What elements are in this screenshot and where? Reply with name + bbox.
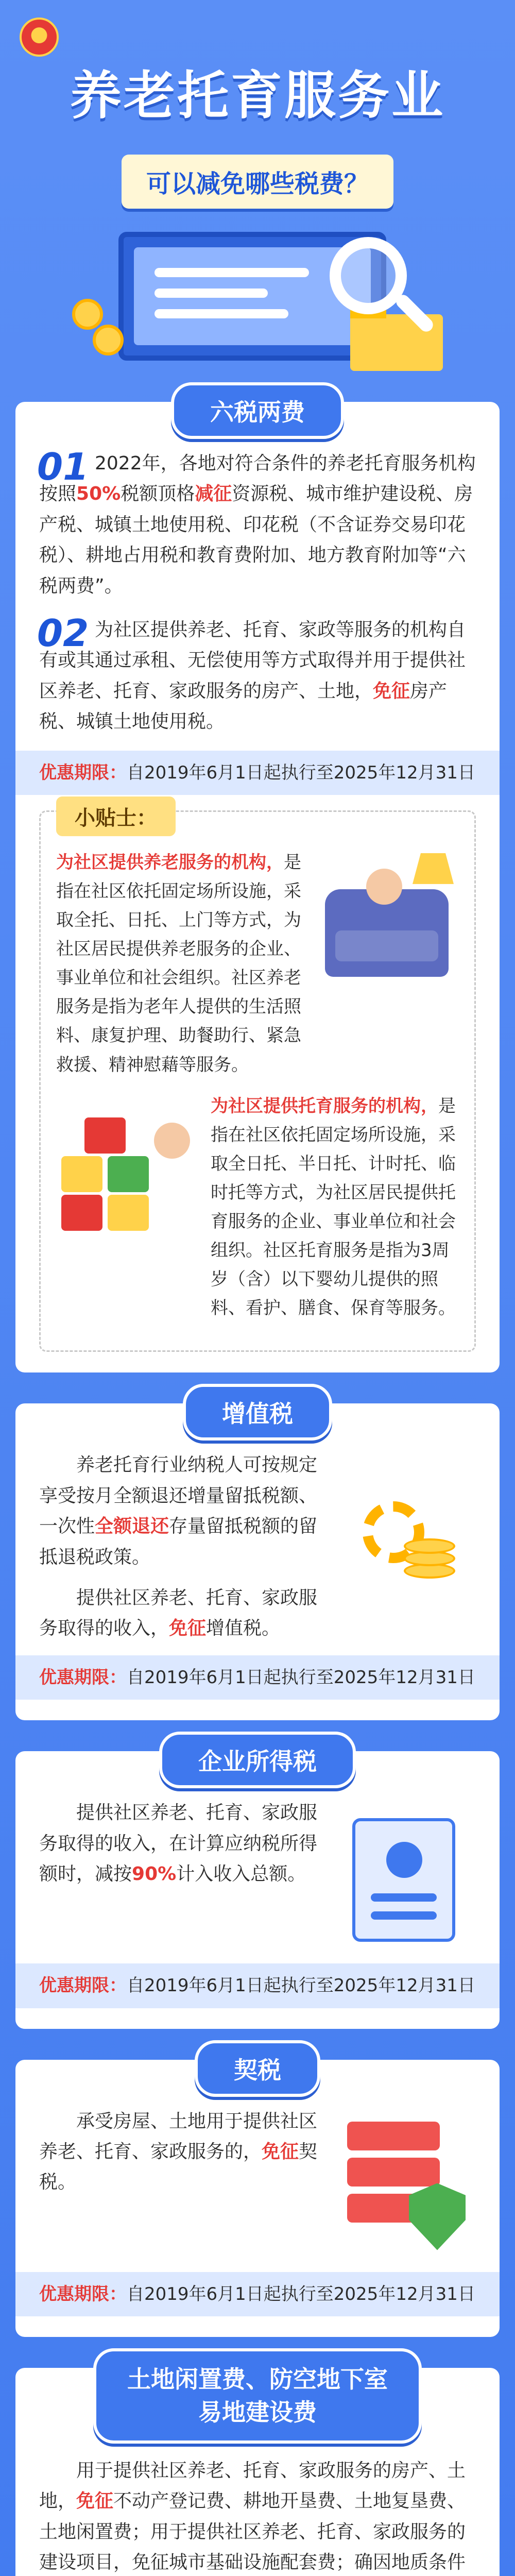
shield-icon — [409, 2183, 466, 2250]
item-text: 2022年，各地对符合条件的养老托育服务机构按照50%税额顶格减征资源税、城市维护建设税、房产税、城镇土地使用税、印花税（不含证券交易印花税）、耕地占用税和教育费附加、地方教育附加等“六税两费”。 — [39, 453, 476, 597]
list-item — [37, 445, 476, 601]
section-title: 增值税 — [183, 1384, 332, 1440]
deadline-bar: 优惠期限：自2019年6月1日起执行至2025年12月31日 — [15, 751, 500, 795]
section-title: 土地闲置费、防空地下室 易地建设费 — [93, 2348, 422, 2444]
deadline-bar: 优惠期限：自2019年6月1日起执行至2025年12月31日 — [15, 1655, 500, 1700]
magnifier-icon — [330, 237, 407, 314]
tax-emblem-icon — [20, 18, 59, 57]
item-text: 为社区提供养老、托育、家政等服务的机构自有或其通过承租、无偿使用等方式取得并用于提供社区养老、托育、家政服务的房产、土地，免征房产税、城镇土地使用税。 — [39, 619, 466, 733]
tip-text: 为社区提供托育服务的机构，是指在社区依托固定场所设施，采取全日托、半日托、计时托、临时托等方式，为社区居民提供托育服务的企业、事业单位和社会组织。社区托育服务是指为3周岁（含）以下婴幼儿提供的照料、看护、膳食、保育等服务。 — [211, 1095, 456, 1319]
section-land-fees — [15, 2365, 500, 2576]
vat-text-1: 养老托育行业纳税人可按规定享受按月全额退还增量留抵税额、一次性全额退还存量留抵税额的留抵退税政策。 — [39, 1454, 318, 1568]
page-subtitle: 可以减免哪些税费？ — [122, 155, 393, 209]
tip-box — [39, 806, 476, 1352]
section-title: 企业所得税 — [159, 1732, 356, 1788]
vat-text-2: 提供社区养老、托育、家政服务取得的收入，免征增值税。 — [39, 1587, 318, 1639]
tip-row — [56, 848, 459, 1079]
list-item — [37, 611, 476, 737]
hero-banner — [0, 0, 515, 392]
section-title: 六税两费 — [171, 382, 344, 439]
elderly-care-illustration — [315, 848, 459, 1079]
tip-row — [56, 1092, 459, 1323]
security-illustration — [332, 2106, 476, 2261]
item-number: 01 — [37, 445, 89, 488]
tip-text: 为社区提供养老服务的机构，是指在社区依托固定场所设施，采取全托、日托、上门等方式，为社区居民提供养老服务的企业、事业单位和社会组织。社区养老服务是指为老年人提供的生活照料、康复护理、助餐助行、紧急救援、精神慰藉等服务。 — [56, 852, 301, 1075]
tip-tag: 小贴士： — [56, 796, 176, 836]
page-title: 养老托育服务业 — [70, 65, 445, 126]
deadline-bar: 优惠期限：自2019年6月1日起执行至2025年12月31日 — [15, 1963, 500, 2008]
user-document-icon — [352, 1818, 455, 1942]
childcare-illustration — [56, 1092, 200, 1323]
section-vat — [15, 1400, 500, 1720]
coin-icon — [72, 299, 103, 330]
coin-icon — [93, 325, 124, 355]
section-title: 契税 — [195, 2040, 320, 2097]
section-cit — [15, 1748, 500, 2028]
item-number: 02 — [37, 611, 89, 655]
document-illustration — [332, 1798, 476, 1952]
section-deed-tax — [15, 2056, 500, 2337]
hero-illustration — [62, 216, 453, 371]
deed-text: 承受房屋、土地用于提供社区养老、托育、家政服务的，免征契税。 — [39, 2110, 318, 2193]
cit-text: 提供社区养老、托育、家政服务取得的收入，在计算应纳税所得额时，减按90%计入收入总额。 — [39, 1802, 318, 1885]
section-six-taxes — [15, 398, 500, 1372]
land-text: 用于提供社区养老、托育、家政服务的房产、土地，免征不动产登记费、耕地开垦费、土地复垦费、土地闲置费；用于提供社区养老、托育、家政服务的建设项目，免征城市基础设施配套费；确因地质条件 — [39, 2460, 466, 2573]
coins-illustration — [332, 1450, 476, 1604]
deadline-bar: 优惠期限：自2019年6月1日起执行至2025年12月31日 — [15, 2272, 500, 2316]
